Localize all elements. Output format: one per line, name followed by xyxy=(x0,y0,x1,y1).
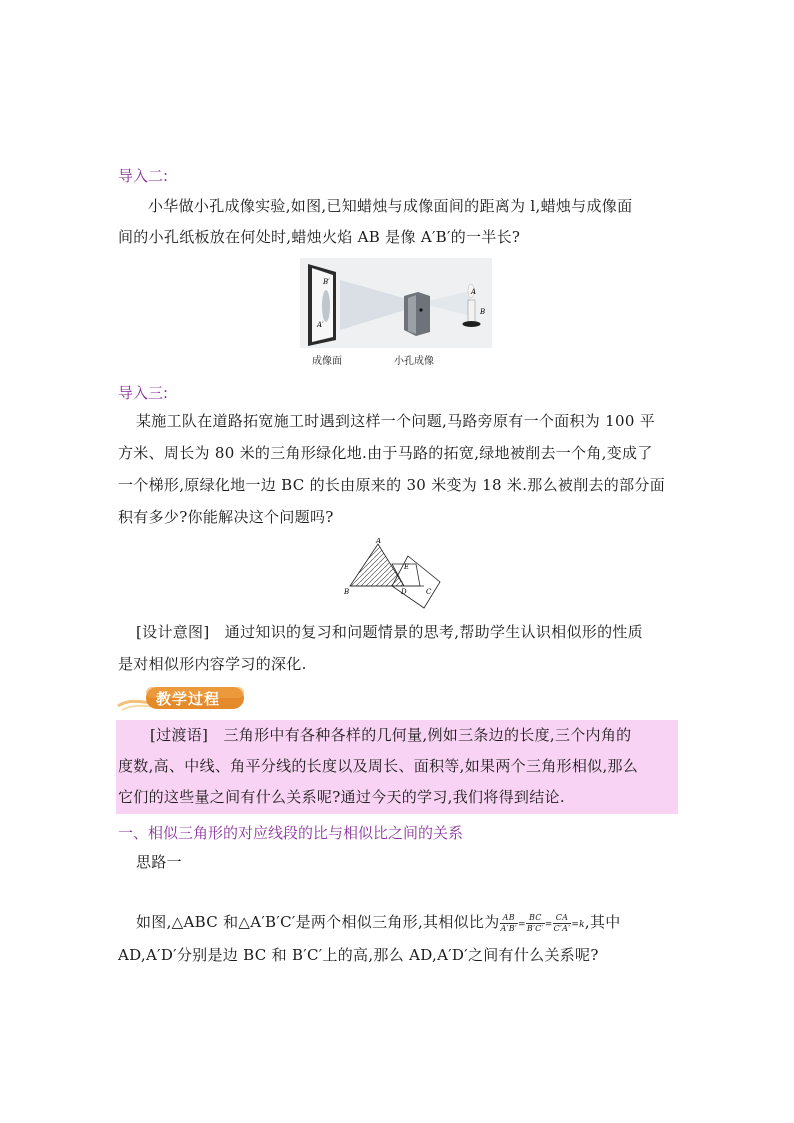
section1-line1-text: 如图,△ABC 和△A′B′C′是两个相似三角形,其相似比为 xyxy=(136,913,500,931)
label-A-tri: A xyxy=(376,538,382,545)
design-intent-line2: 是对相似形内容学习的深化. xyxy=(118,655,307,673)
design-intent-line1: [设计意图] 通过知识的复习和问题情景的思考,帮助学生认识相似形的性质 xyxy=(136,623,643,641)
section1-line2: AD,A′D′分别是边 BC 和 B′C′上的高,那么 AD,A′D′之间有什么关系呢? xyxy=(118,946,599,964)
label-E-tri: E xyxy=(404,563,410,571)
label-D-tri: D xyxy=(401,588,407,596)
caption-pinhole: 小孔成像 xyxy=(394,356,434,367)
triangle-figure xyxy=(344,538,444,612)
intro3-line3: 一个梯形,原绿化地一边 BC 的长由原来的 30 米变为 18 米.那么被削去的部分面 xyxy=(118,476,665,494)
section1-line1: 如图,△ABC 和△A′B′C′是两个相似三角形,其相似比为 $\frac{AB}{A'B'}$ = $\frac{BC}{B'C'}$ = $\frac{CA}{C'A'}$ =k,其中 xyxy=(136,912,621,933)
intro2-paragraph-line1: 小华做小孔成像实验,如图,已知蜡烛与成像面间的距离为 l,蜡烛与成像面 xyxy=(148,197,633,215)
label-B-tri: B xyxy=(344,588,350,596)
ratio-fraction-ca: $\frac{CA}{C'A'}$ xyxy=(553,912,571,933)
caption-screen: 成像面 xyxy=(312,356,342,367)
section1-idea: 思路一 xyxy=(136,853,182,871)
intro2-heading: 导入二: xyxy=(118,167,169,185)
transition-line2: 度数,高、中线、角平分线的长度以及周长、面积等,如果两个三角形相似,那么 xyxy=(118,757,639,775)
teaching-process-title: 教学过程 xyxy=(156,690,221,708)
transition-line1: [过渡语] 三角形中有各种各样的几何量,例如三条边的长度,三个内角的 xyxy=(150,726,632,744)
label-B: B xyxy=(480,308,486,316)
section1-title: 一、相似三角形的对应线段的比与相似比之间的关系 xyxy=(118,824,464,842)
intro3-line2: 方米、周长为 80 米的三角形绿化地.由于马路的拓宽,绿地被削去一个角,变成了 xyxy=(118,444,653,462)
label-A-prime: A′ xyxy=(317,321,324,329)
intro3-line1: 某施工队在道路拓宽施工时遇到这样一个问题,马路旁原有一个面积为 100 平 xyxy=(136,412,656,430)
triangle-diagram xyxy=(344,538,444,612)
label-A: A xyxy=(471,288,477,296)
label-C-tri: C xyxy=(426,588,432,596)
ratio-fraction-bc: $\frac{BC}{B'C'}$ xyxy=(526,912,544,933)
section1-line1-tail: ,其中 xyxy=(584,913,621,931)
label-B-prime: B′ xyxy=(323,278,330,286)
intro3-heading: 导入三: xyxy=(118,384,169,402)
intro2-paragraph-line2: 间的小孔纸板放在何处时,蜡烛火焰 AB 是像 A′B′的一半长? xyxy=(118,228,521,246)
ratio-fraction-ab: $\frac{AB}{A'B'}$ xyxy=(500,912,518,933)
transition-line3: 它们的这些量之间有什么关系呢?通过今天的学习,我们将得到结论. xyxy=(118,788,565,806)
teaching-process-badge xyxy=(116,684,246,712)
intro3-line4: 积有多少?你能解决这个问题吗? xyxy=(118,508,334,526)
pinhole-figure xyxy=(300,258,492,368)
ratio-k: =k xyxy=(571,920,585,930)
